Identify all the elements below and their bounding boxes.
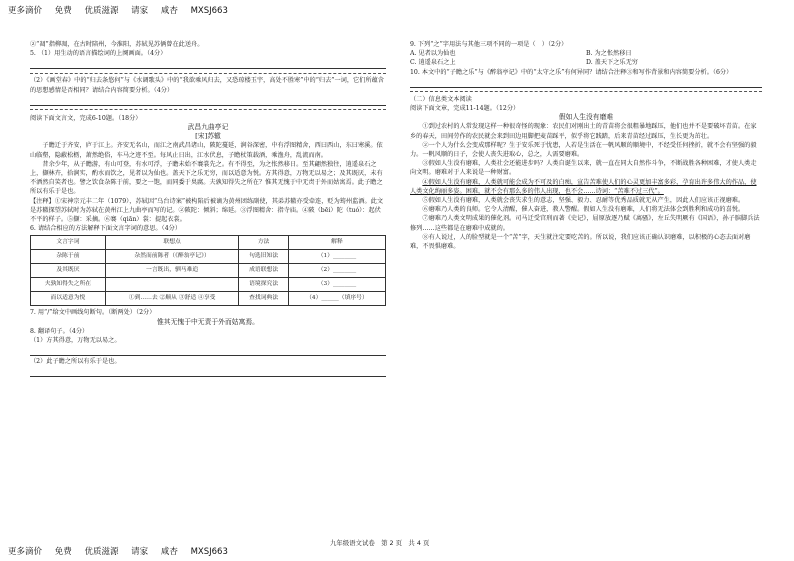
article-para: ①到过农村的人常发现这样一种很奇怪的现象：农民们对刚出土的青苗将会很粗暴地踩压，他们也并不是要破坏青苗。在家乡的春天，田间劳作的农民就会来到田边用脚把麦苗踩平，似乎将它践踏，后来青苗经过踩压，生长更为茁壮。 [410, 123, 757, 140]
section-2-title: （二）信息类文本阅读 [410, 95, 472, 103]
section-2-intro: 阅读下面文章，完成11-14题。（12分） [410, 105, 520, 113]
table-cell[interactable]: （3）________ [288, 278, 385, 292]
question-8: 8. 翻译句子。（4分） [30, 327, 89, 335]
page-footer [8, 545, 238, 557]
divider [410, 91, 762, 92]
question-6: 6. 请结合相应的方法解释下面文言字词的意思。（4分） [30, 225, 182, 233]
footer-item: 请家 [131, 547, 149, 557]
header-item: 优质滋源 [84, 6, 119, 16]
answer-line[interactable] [30, 346, 386, 356]
question-5-2: （2）《画堂春》中的“归去条悠何”与《水调歌头》中的“我欲乘风归去，又恐琼楼玉宇，高处不胜寒”中的“归去”一词，它们所蕴含的思想感情是否相同？请结合内容简要分析。（4分） [30, 77, 384, 94]
question-9-options [410, 49, 762, 67]
essay-author: [宋]苏辙 [195, 132, 221, 141]
question-7: 7. 用“/”给文中画线句断句。（断两处）（2分） [30, 309, 156, 317]
right-column [410, 40, 762, 251]
essay-notes: 【注释】①宋神宗元丰二年（1079），苏轼因“乌台诗案”被构陷后被谪为黄州团练副使，其弟苏辙亦受牵连，贬为筠州监酒。此文是苏辙探望苏轼时为苏轼在黄州江上九曲亭而写的记。②陂陀：倾斜；绵延。③浮图精舍：指寺庙。④陂（bēi）陀（tuó）：起伏不平的样子。⑤撷：采摘。⑥褰（qiān）裳：提起衣裳。 [30, 197, 384, 224]
answer-line[interactable] [30, 367, 386, 377]
table-cell [105, 278, 239, 292]
table-cell[interactable]: （1）________ [288, 250, 385, 264]
table-cell[interactable]: （4）______（填序号） [288, 292, 385, 306]
answer-line[interactable] [30, 96, 386, 106]
table-cell: ①到……去 ②顺从 ③舒适 ④享受 [105, 292, 239, 306]
option-d[interactable]: D. 盖天下之乐无穷 [586, 59, 638, 67]
article-para: ⑧有人说过，人的脸型就是一个“苦”字，天生就注定要吃苦的。所以说，我们应该正确认识磨难，以积极的心态去面对磨难，不畏惧磨难。 [410, 233, 751, 251]
footer-item: 免费 [54, 547, 72, 557]
table-cell: 句选旧知法 [239, 250, 289, 264]
question-7-sentence: 惟其无愧于中无责于外而姑寓焉。 [157, 317, 259, 326]
header-item: 咸杏 [160, 6, 178, 16]
essay-title: 武昌九曲亭记 [187, 123, 229, 132]
article-para: ④假如人生没有磨难，人类就可能会成为不可及的白痴，宣告苦难使人们的心灵更加丰富多彩，孕育出许多伟大的作品，使人类文化绚丽多姿。困难，就不会有那么多的伟人出现，也不会……诗词：“苦难不过三代”。 [410, 178, 757, 195]
question-9: 9. 下列“之”字用法与其他三项不同的一项是（ ）（2分） [410, 41, 568, 48]
footer-item: 优质滋源 [84, 547, 119, 557]
article-para: ②一个人为什么会变成那样呢？生于安乐死于忧患，人若是生活在一帆风顺的顺境中，不经受任何挫折，就不会有坚强的毅力。一帆风顺的日子，会使人丧失进取心，总之，人需要磨难。 [410, 141, 757, 159]
option-a[interactable]: A. 见者以为仙也 [410, 50, 456, 58]
footer-item: MXSJ663 [190, 547, 228, 557]
page-number: 九年级语文试卷 第 2 页 共 4 页 [330, 539, 430, 547]
question-5-2-box [30, 73, 386, 109]
table-header: 解释 [288, 236, 385, 250]
note-top: ②“凋”指柳凋，在古时陪州，今淮阳，苏轼见苏俩曾在此送舟。 [30, 41, 204, 48]
table-row [31, 250, 386, 264]
table-cell: 夫孰知得失之所在 [31, 278, 106, 292]
answer-line[interactable] [30, 59, 386, 69]
footer-item: 咸杏 [160, 547, 178, 557]
answer-line[interactable] [410, 78, 762, 88]
left-column [30, 40, 386, 378]
header-item: 请家 [131, 6, 149, 16]
article-title: 假如人生没有磨难 [558, 113, 614, 122]
article-para: ⑦磨难乃人类文明成果的催化剂。司马迁受宫刑而著《史记》，屈原放逐乃赋《离骚》，左丘失明厥有《国语》，孙子膑脚兵法修列……这些都是在磨难中成就的。 [410, 215, 760, 232]
article-para: ⑥磨难乃人类的良师。它令人清醒，催人奋进，教人警醒。假如人生没有磨难，人们将无法体会到胜利和成功的喜悦。 [422, 206, 745, 214]
header-item: MXSJ663 [190, 6, 228, 16]
table-row [31, 292, 386, 306]
table-header: 文言字词 [31, 236, 106, 250]
table-cell: 语境探究法 [239, 278, 289, 292]
vocab-table [30, 235, 386, 306]
header-item: 免费 [54, 6, 72, 16]
question-8-1: （1）方其得意，万物无以易之。 [30, 337, 121, 345]
table-row [31, 278, 386, 292]
table-cell: 杂然而前陈者（《醉翁亭记》） [105, 250, 239, 264]
table-cell: 成语联想法 [239, 264, 289, 278]
question-5: 5. （1）用生动的语言描绘词的上阕画面。（4分） [30, 50, 167, 58]
article-para: ③假如人生没有磨难，人类社会还能进步吗？人类自诞生以来，就一直在同大自然作斗争，不断战胜各种困难，才使人类走向文明。磨难对于人来说是一种财富。 [410, 160, 757, 177]
table-cell: 杂陈于前 [31, 250, 106, 264]
page-header [8, 4, 238, 16]
essay-para-2: 昔余少年，从子瞻游，有山可登，有水可浮，子瞻未始不褰裳先之。有不得至，为之怅然移日。至其翩然独往，逍遥泉石之上，撷林卉，拾涧实，酌水而饮之，见者以为仙也。盖天下之乐无穷，而以适意为悦。方其得意，万物无以易之；及其既厌，未有不洒然自笑者也。譬之饮食杂陈于前，要之一饱，而同委于臭腐。夫孰知得失之所在？惟其无愧于中无责于外而姑寓焉。此子瞻之所以有乐于是也。 [30, 160, 383, 196]
table-row [31, 264, 386, 278]
question-8-2: （2）此子瞻之所以有乐于是也。 [30, 358, 121, 366]
article-para: ⑤假如人生没有磨难，人类就会丧失求生的意志，坚强、毅力、忍耐等优秀品质就无从产生，因此人们应该正视磨难。 [422, 197, 745, 205]
table-cell: 查找词典法 [239, 292, 289, 306]
footer-item: 更多滴价 [8, 547, 43, 557]
option-b[interactable]: B. 为之怅然移日 [586, 50, 632, 58]
question-10: 10. 本文中的“子瞻之乐”与《醉翁亭记》中的“太守之乐”有何异同？请结合注释③和写作背景和内容简要分析。（6分） [410, 68, 733, 76]
table-header: 联想点 [105, 236, 239, 250]
header-item: 更多滴价 [8, 6, 43, 16]
table-cell: 而以适意为悦 [31, 292, 106, 306]
option-c[interactable]: C. 逍遥泉石之上 [410, 59, 456, 67]
table-cell[interactable]: （2）________ [288, 264, 385, 278]
table-header: 方法 [239, 236, 289, 250]
table-cell: 一言既出，驷马难追 [105, 264, 239, 278]
table-cell: 及其既厌 [31, 264, 106, 278]
essay-para-1: 子瞻迁于齐安，庐于江上。齐安无名山，而江之南武昌诸山，陂陀蔓延，涧谷深密，中有浮图精舍，西曰西山，东曰寒溪。依山临壑，隐蔽松枥，萧然绝俗，车马之迹不至。每风止日出，江水伏息，子瞻杖策载酒，乘渔舟，乱流而南。 [30, 142, 383, 159]
read-intro: 阅读下面文言文，完成6-10题。（18分） [30, 114, 142, 122]
